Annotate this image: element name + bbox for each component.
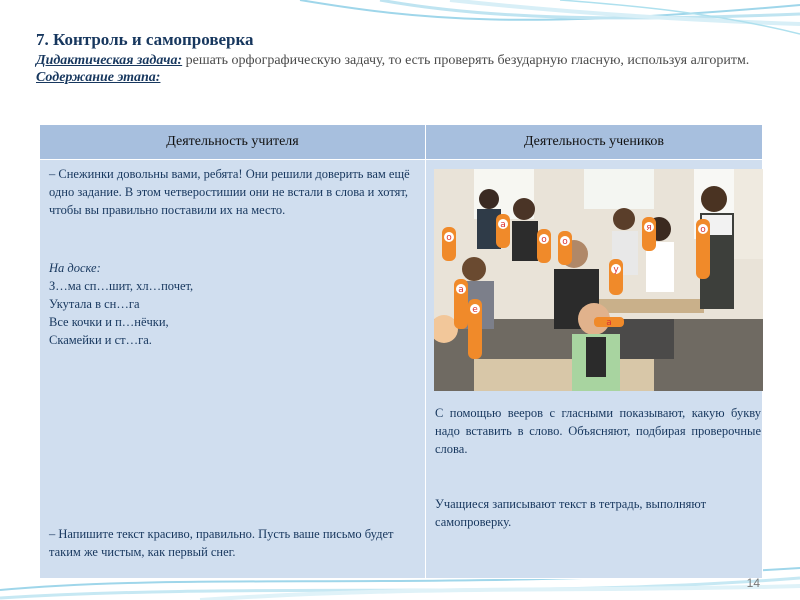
fan-letter: а [458,285,464,295]
students-text-1: С помощью вееров с гласными показывают, какую букву надо вставить в слово. Объясняют, подбирая проверочные слова. [435,406,761,456]
fan-letter: а [606,318,612,328]
classroom-photo [434,169,763,391]
didactic-task [36,52,776,69]
slide-header [36,30,776,87]
teacher-closing: – Напишите текст красиво, правильно. Пусть ваше письмо будет таким же чистым, как первый снег. [49,527,394,559]
header-teacher: Деятельность учителя [40,125,426,160]
teacher-intro: – Снежинки довольны вами, ребята! Они решили доверить вам ещё одно задание. В этом четверостишии они не встали в слова и хотят, чтобы вы правильно поставили их на место. [49,167,410,217]
students-cell [426,160,763,579]
students-text-2: Учащиеся записывают текст в тетрадь, выполняют самопроверку. [435,497,707,529]
fan-letter: а [500,220,506,230]
fan-letter: я [646,223,652,233]
task-label: Дидактическая задача: [36,53,183,68]
poem-line: Скамейки и ст…га. [49,333,152,347]
header-students: Деятельность учеников [426,125,763,160]
poem-line: Все кочки и п…нёчки, [49,315,169,329]
slide-title: 7. Контроль и самопроверка [36,30,254,49]
teacher-cell [40,160,426,579]
poem-line: Укутала в сн…га [49,297,140,311]
content-label: Содержание этапа: [36,70,161,85]
fan-letter: у [613,265,619,275]
fan-letter: о [562,237,568,247]
task-text: решать орфографическую задачу, то есть проверять безударную гласную, используя алгоритм. [182,53,750,68]
fan-letter: е [472,305,478,315]
poem-line: З…ма сп…шит, хл…почет, [49,279,194,293]
fan-letter: о [541,235,547,245]
board-label: На доске: [49,261,101,275]
fan-letter: о [700,225,706,235]
fan-letter: о [446,233,452,243]
activity-table [39,124,763,579]
page-number: 14 [746,576,760,590]
